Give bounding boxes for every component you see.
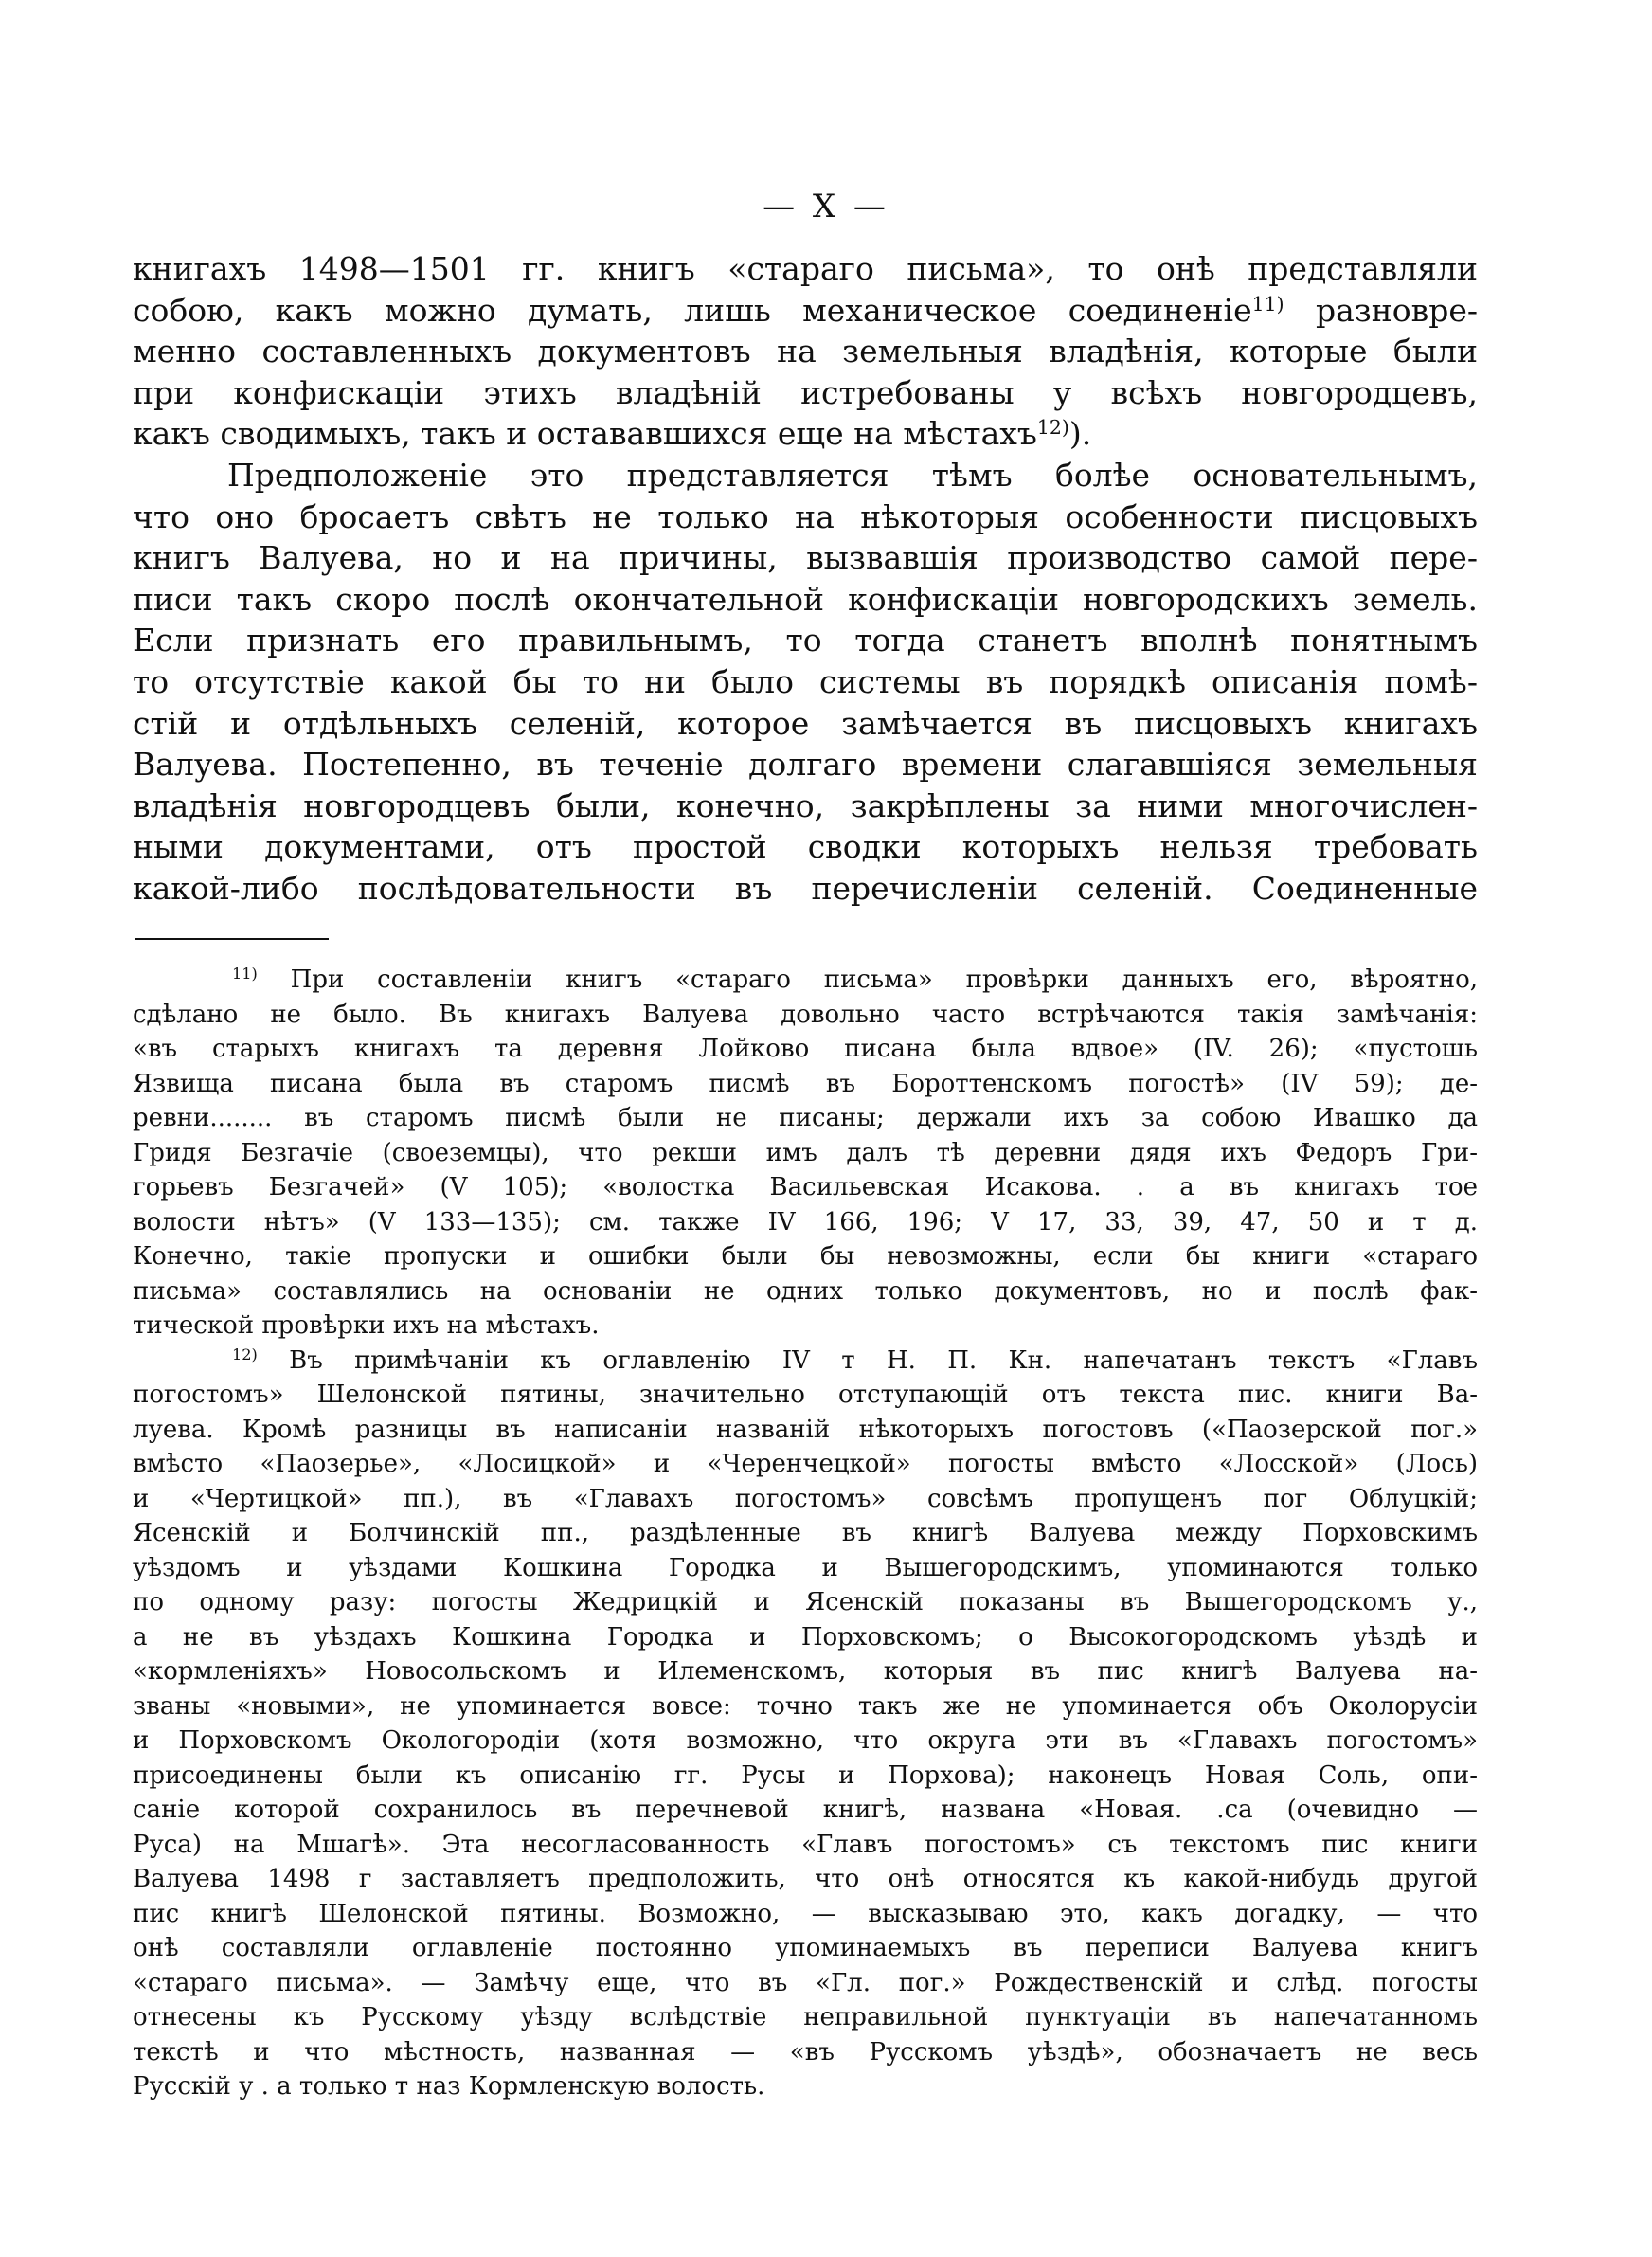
footnote-11-text: При составленіи книгъ «стараго письма» провѣрки данныхъ его, вѣроятно,	[290, 966, 1478, 994]
main-line: что оно бросаетъ свѣтъ не только на нѣкоторыя особенности писцовыхъ	[133, 497, 1478, 535]
main-line: стій и отдѣльныхъ селеній, которое замѣчается въ писцовыхъ книгахъ	[133, 704, 1478, 742]
main-line: Предположеніе это представляется тѣмъ болѣе основательнымъ,	[227, 456, 1478, 494]
footnote-12-line: Ясенскій и Болчинскій пп., раздѣленные въ книгѣ Валуева между Порховскимъ	[133, 1519, 1478, 1547]
footnote-12-line: погостомъ» Шелонской пятины, значительно отступающій отъ текста пис. книги Ва-	[133, 1381, 1478, 1409]
footnote-12-line: присоединены были къ описанію гг. Русы и Порхова); наконецъ Новая Соль, опи-	[133, 1760, 1478, 1790]
footnote-12-line: саніе которой сохранилось въ перечневой книгѣ, названа «Новая. .са (очевидно —	[133, 1796, 1478, 1824]
main-line: книгахъ 1498—1501 гг. книгъ «стараго письма», то онѣ представляли	[133, 250, 1478, 287]
footnote-12-line: по одному разу: погосты Жедрицкій и Ясенскій показаны въ Вышегородскомъ у.,	[133, 1588, 1478, 1616]
footnote-12-line: Руса) на Мшагѣ». Эта несогласованность «Главъ погостомъ» съ текстомъ пис книги	[133, 1830, 1478, 1859]
footnote-12-line	[133, 1344, 1478, 1379]
footnote-12-text: Въ примѣчаніи къ оглавленію IV т Н. П. Кн. напечатанъ текстъ «Главъ	[289, 1345, 1478, 1375]
footnote-12-line: званы «новыми», не упоминается вовсе: точно такъ же не упоминается объ Околорусіи	[133, 1691, 1478, 1721]
footnote-11-line: горьевъ Безгачей» (V 105); «волостка Васильевская Исакова. . а въ книгахъ тое	[133, 1173, 1478, 1201]
footnote-11-line: Конечно, такіе пропуски и ошибки были бы невозможны, если бы книги «стараго	[133, 1242, 1478, 1271]
footnote-12-line: «стараго письма». — Замѣчу еще, что въ «Гл. пог.» Рождественскій и слѣд. погосты	[133, 1968, 1478, 1997]
main-line: Если признать его правильнымъ, то тогда станетъ вполнѣ понятнымъ	[133, 622, 1478, 659]
footnote-ref-12: 12)	[1036, 416, 1069, 440]
footnote-11-line: «въ старыхъ книгахъ та деревня Лойково писана была вдвое» (IV. 26); «пустошь	[133, 1035, 1478, 1063]
footnote-12-line: и «Чертицкой» пп.), въ «Главахъ погостомъ» совсѣмъ пропущенъ пог Облуцкій;	[133, 1484, 1478, 1513]
footnote-11-line: сдѣлано не было. Въ книгахъ Валуева довольно часто встрѣчаются такія замѣчанія:	[133, 1000, 1478, 1029]
main-line: то отсутствіе какой бы то ни было системы въ порядкѣ описанія помѣ-	[133, 662, 1478, 700]
footnote-12-line: текстѣ и что мѣстность, названная — «въ Русскомъ уѣздѣ», обозначаетъ не весь	[133, 2037, 1478, 2067]
footnote-12-line: пис книгѣ Шелонской пятины. Возможно, — высказываю это, какъ догадку, — что	[133, 1899, 1478, 1928]
main-line: Валуева. Постепенно, въ теченіе долгаго времени слагавшіяся земельныя	[133, 746, 1478, 784]
footnote-11-line	[133, 963, 1478, 998]
footnote-11-line: ревни........ въ старомъ писмѣ были не писаны; держали ихъ за собою Ивашко да	[133, 1104, 1478, 1132]
footnote-12-line: Русскій у . а только т наз Кормленскую волость.	[133, 2072, 765, 2101]
main-line-text: собою, какъ можно думать, лишь механическое соединеніе	[133, 291, 1252, 329]
footnote-11-line: Гридя Безгачіе (своеземцы), что рекши имъ далъ тѣ деревни дядя ихъ Федоръ Гри-	[133, 1138, 1478, 1167]
footnote-12-marker: 12)	[232, 1345, 258, 1363]
main-line: менно составленныхъ документовъ на земельныя владѣнія, которые были	[133, 333, 1478, 370]
footnote-12-line: а не въ уѣздахъ Кошкина Городка и Порховскомъ; о Высокогородскомъ уѣздѣ и	[133, 1622, 1478, 1652]
main-line: писи такъ скоро послѣ окончательной конфискаціи новгородскихъ земель.	[133, 580, 1478, 618]
footnote-12-line: вмѣсто «Паозерье», «Лосицкой» и «Черенчецкой» погосты вмѣсто «Лосской» (Лось)	[133, 1450, 1478, 1478]
footnote-11-line: Язвища писана была въ старомъ писмѣ въ Бороттенскомъ погостѣ» (IV 59); де-	[133, 1069, 1478, 1098]
main-line	[133, 290, 1478, 332]
footnote-12-line: «кормленіяхъ» Новосольскомъ и Илеменскомъ, которыя въ пис книгѣ Валуева на-	[133, 1657, 1478, 1686]
footnote-separator	[135, 938, 329, 940]
main-line: книгъ Валуева, но и на причины, вызвавшія производство самой пере-	[133, 539, 1478, 577]
main-line: какой-либо послѣдовательности въ перечисленіи селеній. Соединенные	[133, 869, 1478, 907]
page-header: — X —	[763, 188, 889, 226]
main-line	[133, 413, 1478, 455]
footnote-11-line: тической провѣрки ихъ на мѣстахъ.	[133, 1311, 600, 1340]
footnote-12-line: и Порховскомъ Окологородіи (хотя возможно, что округа эти въ «Главахъ погостомъ»	[133, 1726, 1478, 1755]
main-text	[133, 248, 1478, 910]
footnote-12-line: Валуева 1498 г заставляетъ предположить, что онѣ относятся къ какой-нибудь другой	[133, 1865, 1478, 1893]
main-line-tail: ).	[1068, 415, 1092, 453]
main-line: ными документами, отъ простой сводки которыхъ нельзя требовать	[133, 828, 1478, 866]
footnotes	[133, 963, 1478, 2104]
footnote-11-line: письма» составлялись на основаніи не одних только документовъ, но и послѣ фак-	[133, 1276, 1478, 1306]
footnote-ref-11: 11)	[1251, 292, 1284, 316]
footnote-11-line: волости нѣтъ» (V 133—135); см. также IV 166, 196; V 17, 33, 39, 47, 50 и т д.	[133, 1207, 1478, 1237]
footnote-12-line: онѣ составляли оглавленіе постоянно упоминаемыхъ въ переписи Валуева книгъ	[133, 1934, 1478, 1962]
main-line: при конфискаціи этихъ владѣній истребованы у всѣхъ новгородцевъ,	[133, 373, 1478, 411]
main-line-text: какъ сводимыхъ, такъ и остававшихся еще на мѣстахъ	[133, 415, 1037, 453]
main-line-tail: разновре-	[1315, 291, 1478, 329]
footnote-12-line: луева. Кромѣ разницы въ написаніи названій нѣкоторыхъ погостовъ («Паозерской пог.»	[133, 1415, 1478, 1444]
footnote-12-line: отнесены къ Русскому уѣзду вслѣдствіе неправильной пунктуаціи въ напечатанномъ	[133, 2003, 1478, 2031]
footnote-12-line: уѣздомъ и уѣздами Кошкина Городка и Вышегородскимъ, упоминаются только	[133, 1553, 1478, 1582]
footnote-11-marker: 11)	[232, 965, 258, 984]
main-line: владѣнія новгородцевъ были, конечно, закрѣплены за ними многочислен-	[133, 786, 1478, 824]
